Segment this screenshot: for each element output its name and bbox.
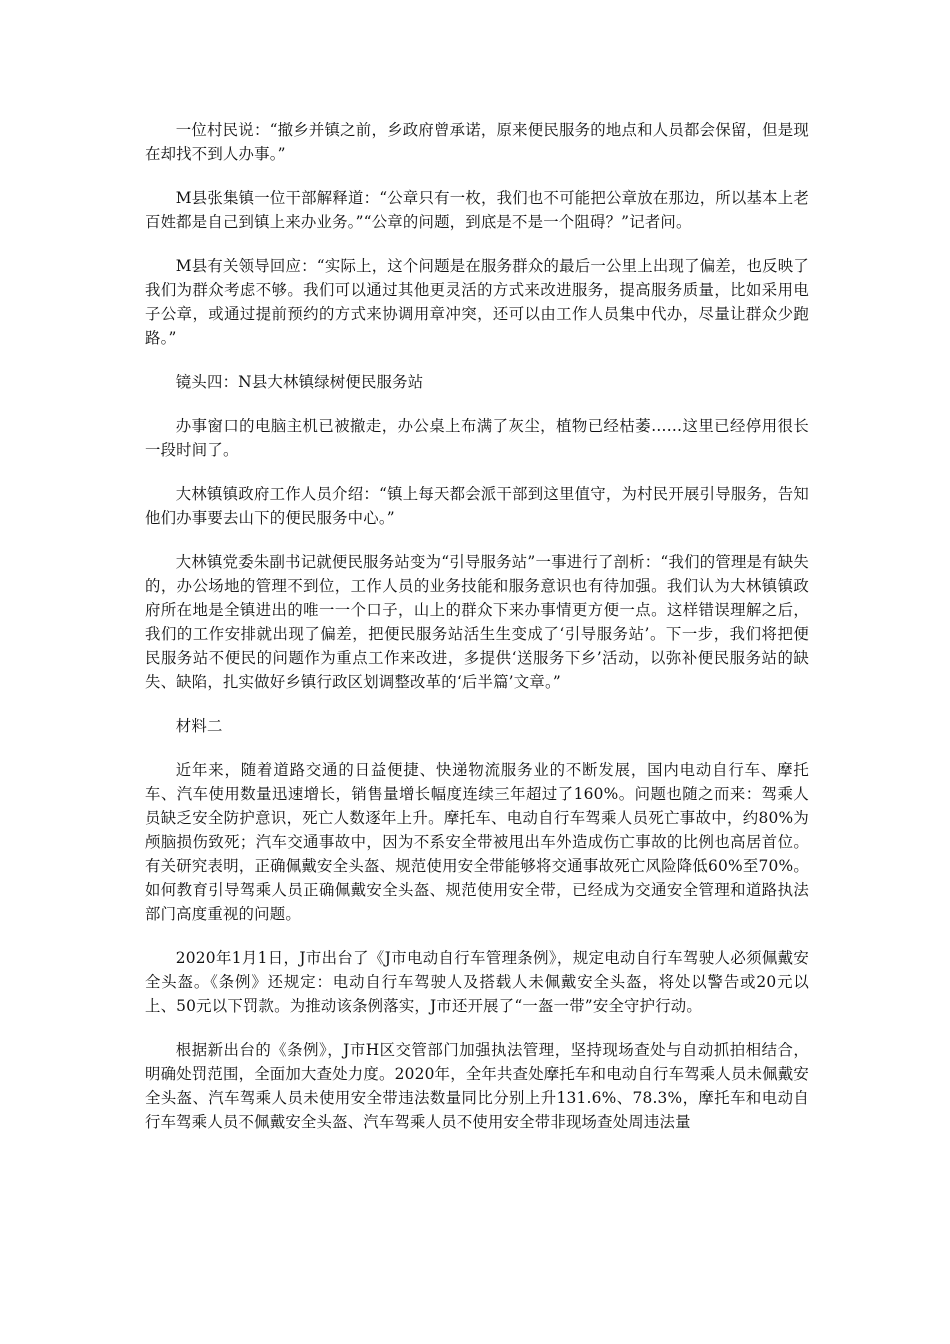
section-heading-material-two: 材料二 <box>175 717 223 735</box>
paragraph-zhangji-official: M县张集镇一位干部解释道：“公章只有一枚，我们也不可能把公章放在那边，所以基本上老百姓都是自己到镇上来办业务。”“公章的问题，到底是不是一个阻碍？”记者问。 <box>145 189 809 231</box>
paragraph-county-leader-response: M县有关领导回应：“实际上，这个问题是在服务群众的最后一公里上出现了偏差，也反映了我们为群众考虑不够。我们可以通过其他更灵活的方式来改进服务，提高服务质量，比如采用电子公章，或通过提前预约的方式来协调用章冲突，还可以由工作人员集中代办，尽量让群众少跑路。” <box>145 257 809 347</box>
paragraph-regulation: 2020年1月1日，J市出台了《J市电动自行车管理条例》，规定电动自行车驾驶人必须佩戴安全头盔。《条例》还规定：电动自行车驾驶人及搭载人未佩戴安全头盔，将处以警告或20元以上、50元以下罚款。为推动该条例落实，J市还开展了“一盔一带”安全守护行动。 <box>145 949 809 1015</box>
paragraph-enforcement: 根据新出台的《条例》，J市H区交管部门加强执法管理，坚持现场查处与自动抓拍相结合，明确处罚范围，全面加大查处力度。2020年，全年共查处摩托车和电动自行车驾乘人员未佩戴安全头盔、汽车驾乘人员未使用安全带违法数量同比分别上升131.6%、78.3%，摩托车和电动自行车驾乘人员不佩戴安全头盔、汽车驾乘人员不使用安全带非现场查处周违法量 <box>145 1041 809 1131</box>
paragraph-party-secretary-analysis: 大林镇党委朱副书记就便民服务站变为“引导服务站”一事进行了剖析：“我们的管理是有缺失的，办公场地的管理不到位，工作人员的业务技能和服务意识也有待加强。我们认为大林镇镇政府所在地是全镇进出的唯一一个口子，山上的群众下来办事情更方便一点。这样错误理解之后，我们的工作安排就出现了偏差，把便民服务站活生生变成了‘引导服务站’。下一步，我们将把便民服务站不便民的问题作为重点工作来改进，多提供‘送服务下乡’活动，以弥补便民服务站的缺失、缺陷，扎实做好乡镇行政区划调整改革的‘后半篇’文章。” <box>145 553 809 691</box>
section-heading-scene-four: 镜头四：N县大林镇绿树便民服务站 <box>175 373 424 391</box>
paragraph-dalin-staff: 大林镇镇政府工作人员介绍：“镇上每天都会派干部到这里值守，为村民开展引导服务，告知他们办事要去山下的便民服务中心。” <box>145 485 809 527</box>
paragraph-traffic-background: 近年来，随着道路交通的日益便捷、快递物流服务业的不断发展，国内电动自行车、摩托车、汽车使用数量迅速增长，销售量增长幅度连续三年超过了160%。问题也随之而来：驾乘人员缺乏安全防护意识，死亡人数逐年上升。摩托车、电动自行车驾乘人员死亡事故中，约80%为颅脑损伤致死；汽车交通事故中，因为不系安全带被甩出车外造成伤亡事故的比例也高居首位。有关研究表明，正确佩戴安全头盔、规范使用安全带能够将交通事故死亡风险降低60%至70%。如何教育引导驾乘人员正确佩戴安全头盔、规范使用安全带，已经成为交通安全管理和道路执法部门高度重视的问题。 <box>145 761 809 923</box>
paragraph-villager-quote: 一位村民说：“撤乡并镇之前，乡政府曾承诺，原来便民服务的地点和人员都会保留，但是现在却找不到人办事。” <box>145 121 809 163</box>
document-page <box>145 118 809 1154</box>
paragraph-office-description: 办事窗口的电脑主机已被撤走，办公桌上布满了灰尘，植物已经枯萎……这里已经停用很长一段时间了。 <box>145 417 809 459</box>
